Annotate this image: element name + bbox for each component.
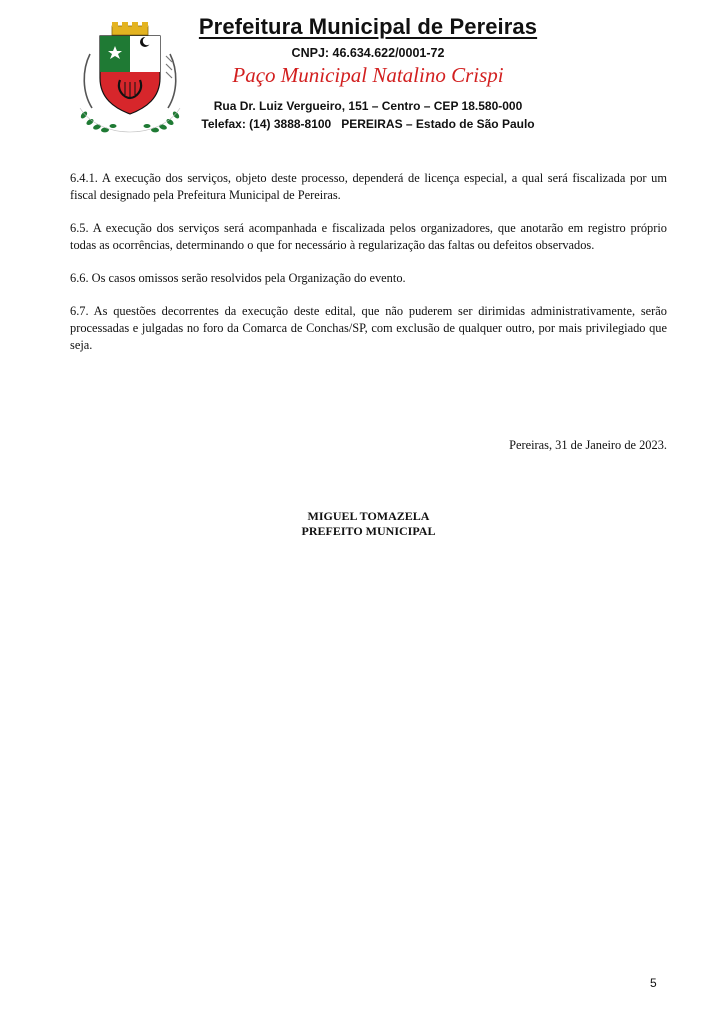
page-number: 5 [650, 976, 657, 990]
address-line: Rua Dr. Luiz Vergueiro, 151 – Centro – CEP 18.580-000 [213, 99, 523, 113]
signature-block [70, 509, 667, 539]
letterhead [0, 0, 711, 145]
city-state: PEREIRAS – Estado de São Paulo [341, 117, 535, 131]
contact-line [180, 116, 556, 132]
paragraph-6-5: 6.5. A execução dos serviços será acompanhada e fiscalizada pelos organizadores, que anotarão em registro próprio todas as ocorrências, determinando o que for necessário à regularização das faltas ou defeitos observados. [70, 221, 667, 252]
paragraph-6-6: 6.6. Os casos omissos serão resolvidos pela Organização do evento. [70, 271, 406, 285]
municipality-title: Prefeitura Municipal de Pereiras [198, 14, 538, 39]
signatory-name: MIGUEL TOMAZELA [307, 509, 430, 523]
paragraph-6-7: 6.7. As questões decorrentes da execução deste edital, que não puderem ser dirimidas administrativamente, serão processadas e julgadas no foro da Comarca de Conchas/SP, com exclusão de qualquer outro, por mais privilegiado que seja. [70, 304, 667, 352]
signatory-title: PREFEITO MUNICIPAL [301, 524, 436, 538]
document-date: Pereiras, 31 de Janeiro de 2023. [509, 438, 667, 452]
paragraph-6-4-1: 6.4.1. A execução dos serviços, objeto deste processo, dependerá de licença especial, a qual será fiscalizada por um fiscal designado pela Prefeitura Municipal de Pereiras. [70, 171, 667, 202]
document-body [70, 170, 667, 370]
municipal-coat-of-arms [66, 20, 194, 142]
building-name: Paço Municipal Natalino Crispi [232, 63, 504, 87]
phone-number: Telefax: (14) 3888-8100 [201, 117, 332, 131]
letterhead-text [180, 14, 556, 132]
cnpj-line: CNPJ: 46.634.622/0001-72 [291, 46, 445, 60]
